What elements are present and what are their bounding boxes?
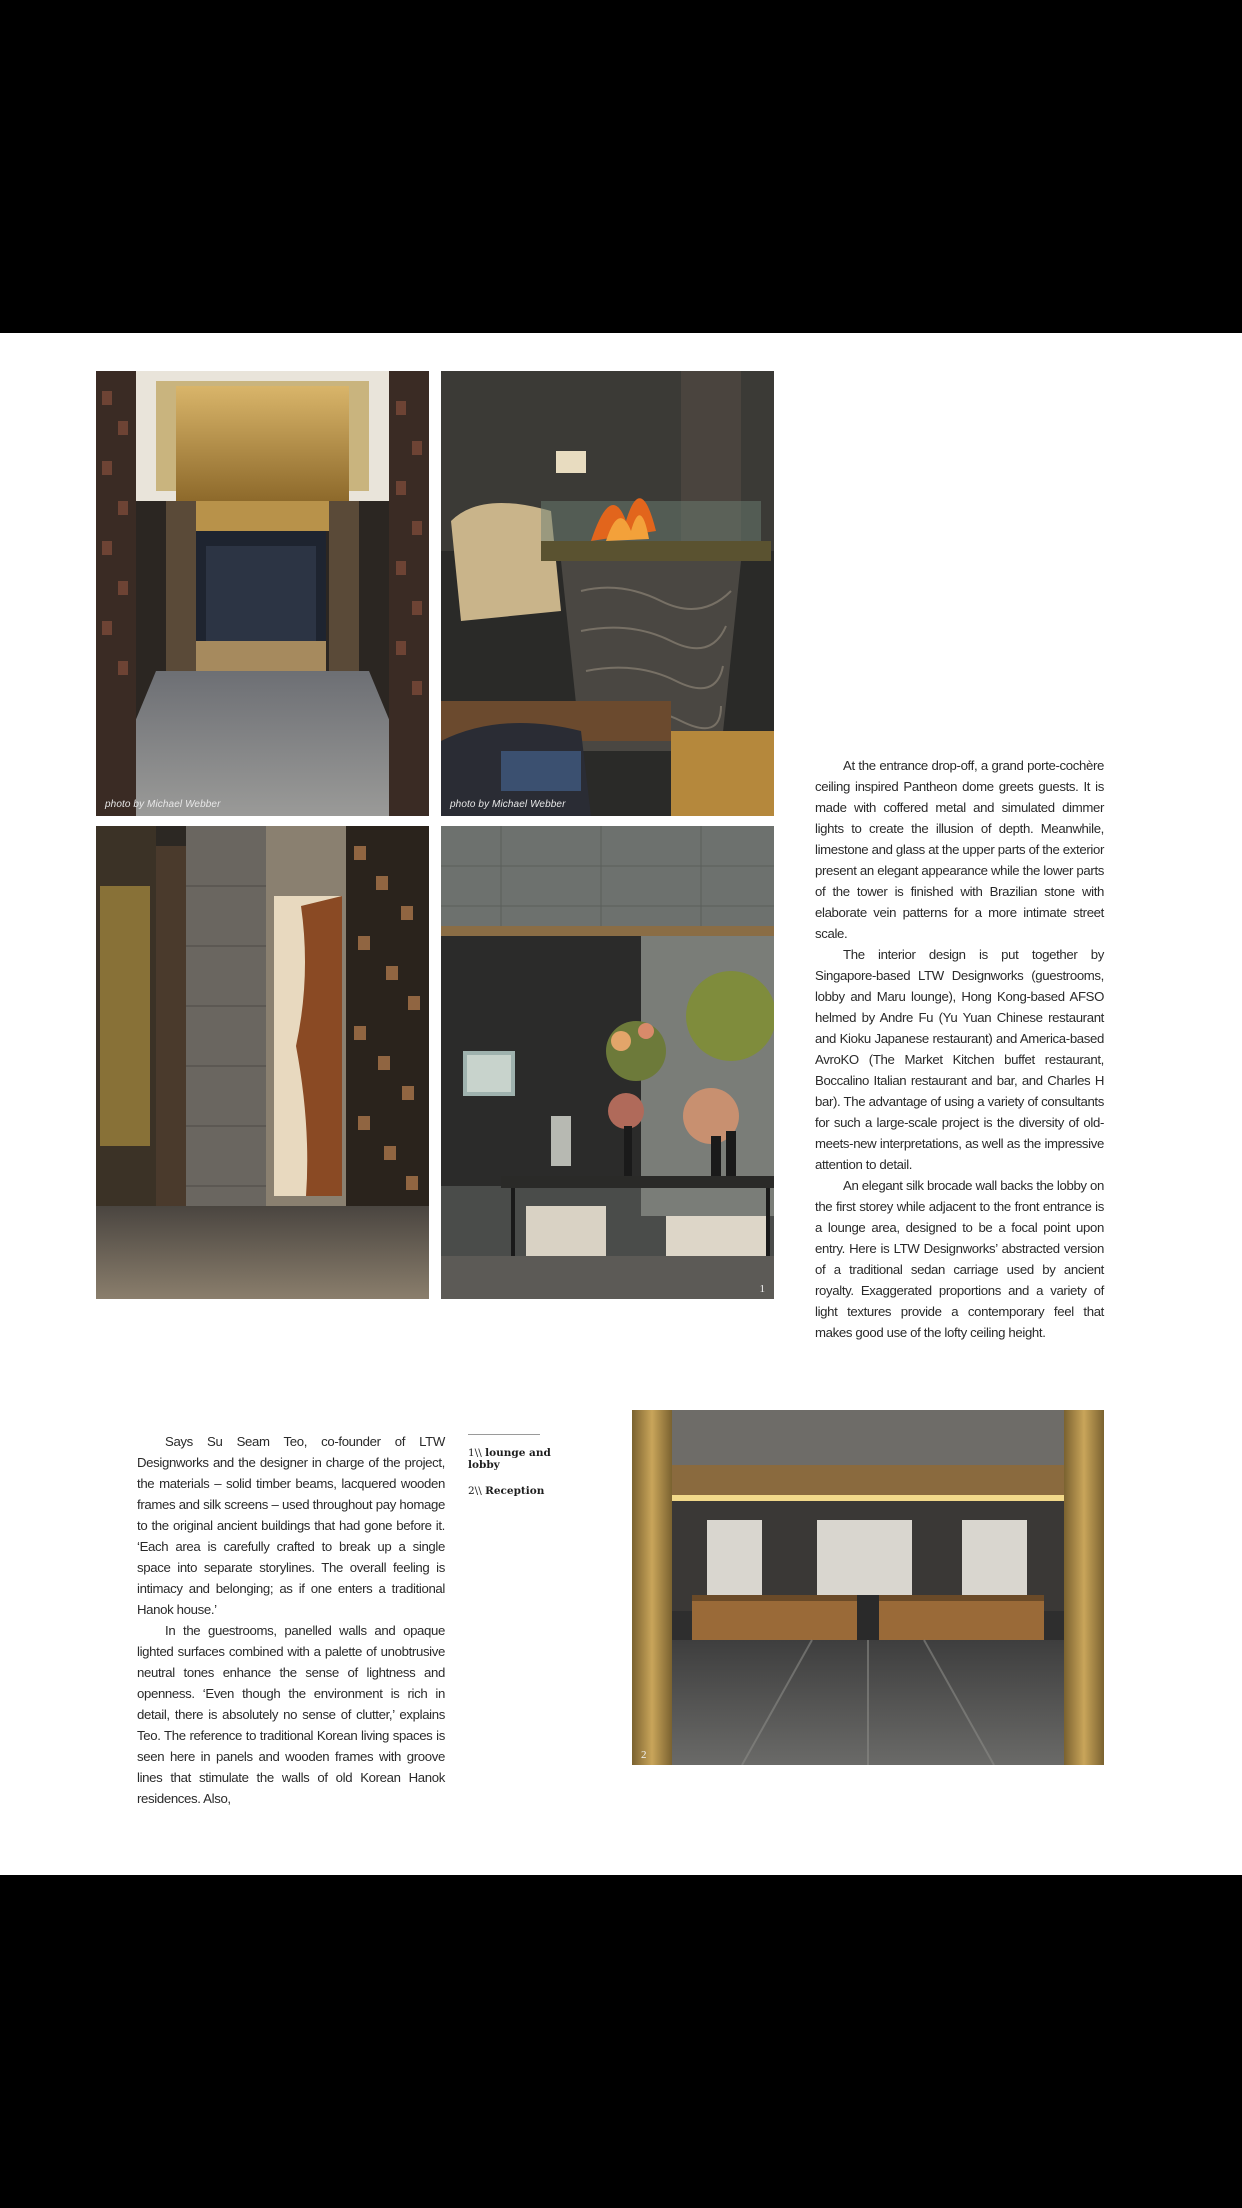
paragraph: An elegant silk brocade wall backs the lobby on the first storey while adjacent to the front entrance is a lounge area, designed to be a focal point upon entry. Here is LTW Designworks’ abstracted version of a traditional sedan carriage used by ancient royalty. Exaggerated proportions and a variety of light textures provide a contemporary feel that makes good use of the lofty ceiling height.: [815, 1178, 1104, 1340]
body-text-left: [137, 1431, 445, 1809]
photo-credit: photo by Michael Webber: [105, 799, 221, 810]
bottom-letterbox: [0, 1875, 1242, 2208]
caption-number: 2\\: [468, 1485, 486, 1497]
caption-2: [468, 1485, 558, 1497]
paragraph: At the entrance drop-off, a grand porte-cochère ceiling inspired Pantheon dome greets guests. It is made with coffered metal and simulated dimmer lights to create the illusion of depth. Meanwhile, limestone and glass at the upper parts of the exterior present an elegant appearance while the lower parts of the tower is finished with Brazilian stone with elaborate vein patterns for a more intimate street scale.: [815, 758, 1104, 941]
caption-text: Reception: [485, 1485, 545, 1497]
paragraph: Says Su Seam Teo, co-founder of LTW Designworks and the designer in charge of the project, the materials – solid timber beams, lacquered wooden frames and silk screens – used throughout pay homage to the original ancient buildings that had gone before it. ‘Each area is carefully crafted to break up a single space into separate storylines. The overall feeling is intimacy and belonging; as if one enters a traditional Hanok house.’: [137, 1434, 445, 1617]
top-letterbox: [0, 0, 1242, 333]
paragraph: The interior design is put together by Singapore-based LTW Designworks (guestrooms, lobby and Maru lounge), Hong Kong-based AFSO helmed by Andre Fu (Yu Yuan Chinese restaurant and Kioku Japanese restaurant) and America-based AvroKO (The Market Kitchen buffet restaurant, Boccalino Italian restaurant and bar, and Charles H bar). The advantage of using a variety of consultants for such a large-scale project is the diversity of old-meets-new interpretations, as well as the impressive attention to detail.: [815, 947, 1104, 1172]
lobby-chandelier-photo: [96, 371, 429, 816]
body-text-right: [815, 755, 1104, 1343]
lobby-corridor-photo: [96, 826, 429, 1299]
magazine-page: [0, 333, 1242, 1875]
caption-number: 1\\: [468, 1447, 486, 1459]
reception-photo: [632, 1410, 1104, 1765]
caption-text: lounge and lobby: [468, 1447, 551, 1471]
lounge-flowers-photo: [441, 826, 774, 1299]
figure-number: 1: [759, 1283, 765, 1295]
paragraph: In the guestrooms, panelled walls and opaque lighted surfaces combined with a palette of unobtrusive neutral tones enhance the sense of lightness and openness. ‘Even though the environment is rich in detail, there is absolutely no sense of clutter,’ explains Teo. The reference to traditional Korean living spaces is seen here in panels and wooden frames with groove lines that stimulate the walls of old Korean Hanok residences. Also,: [137, 1623, 445, 1806]
fire-pit-lounge-photo: [441, 371, 774, 816]
caption-divider: [468, 1434, 540, 1435]
caption-1: [468, 1447, 558, 1471]
figure-number: 2: [641, 1749, 647, 1761]
photo-credit: photo by Michael Webber: [450, 799, 566, 810]
